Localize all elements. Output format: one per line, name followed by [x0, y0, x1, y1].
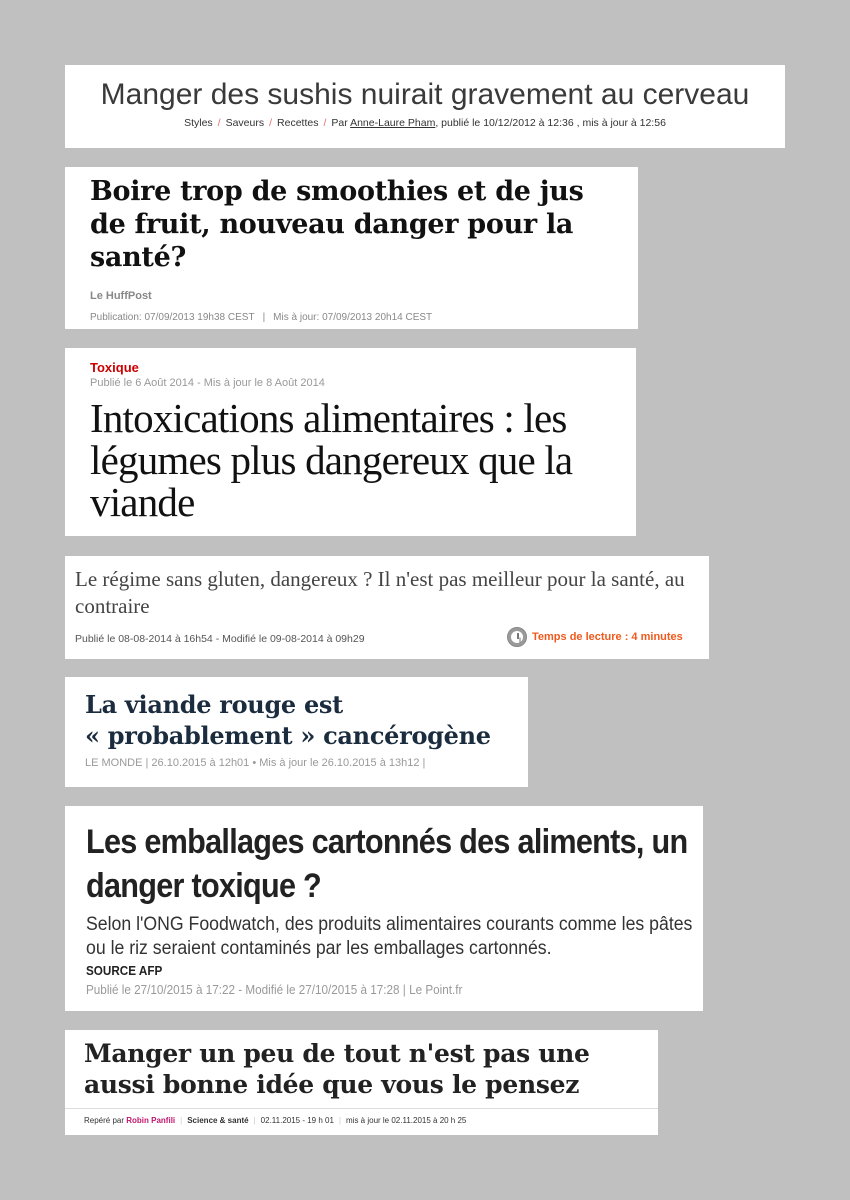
breadcrumb-separator: / [323, 117, 327, 129]
breadcrumb-separator: / [269, 117, 273, 129]
article-header-intoxications [65, 348, 636, 536]
meta-separator: | [338, 1116, 341, 1125]
article-header-emballages [65, 806, 703, 1011]
article-header-smoothies [65, 167, 638, 329]
author-link[interactable]: Anne-Laure Pham [350, 117, 436, 129]
breadcrumb-saveurs[interactable]: Saveurs [225, 117, 265, 129]
headline-line-1: La viande rouge est [85, 690, 343, 719]
meta-separator: | [262, 312, 266, 323]
article-meta: LE MONDE | 26.10.2015 à 12h01 • Mis à jour le 26.10.2015 à 13h12 | [85, 757, 426, 769]
article-summary: Selon l'ONG Foodwatch, des produits alimentaires courants comme les pâtes ou le riz seraient contaminés par les emballages cartonnés. [86, 914, 693, 959]
headline-line-2: aussi bonne idée que vous le pensez [84, 1070, 580, 1099]
publish-dates: Publié le 27/10/2015 à 17:22 - Modifié le 27/10/2015 à 17:28 | Le Point.fr [86, 982, 463, 997]
article-meta [65, 1108, 658, 1125]
headline[interactable] [85, 689, 508, 751]
reading-time-label: Temps de lecture : 4 minutes [532, 631, 683, 643]
update-date: Mis à jour: 07/09/2013 20h14 CEST [273, 312, 433, 323]
section-link[interactable]: Science & santé [187, 1116, 249, 1125]
headline[interactable]: Le régime sans gluten, dangereux ? Il n'est pas meilleur pour la santé, au contraire [75, 567, 685, 618]
reading-time [507, 627, 683, 647]
source-label: SOURCE AFP [86, 963, 163, 978]
section-kicker[interactable]: Toxique [90, 360, 139, 375]
headline-line-2: « probablement » cancérogène [85, 721, 491, 750]
breadcrumb-separator: / [217, 117, 221, 129]
meta-separator: | [180, 1116, 183, 1125]
publish-date: Publication: 07/09/2013 19h38 CEST [90, 312, 255, 323]
by-prefix: Par [331, 117, 351, 129]
headline[interactable]: Intoxications alimentaires : les légumes plus dangereux que la viande [90, 395, 573, 525]
author-link[interactable]: Robin Panfili [126, 1116, 176, 1125]
publish-dates: Publié le 6 Août 2014 - Mis à jour le 8 Août 2014 [90, 377, 325, 389]
article-header-manger-de-tout [65, 1030, 658, 1135]
update-date: mis à jour le 02.11.2015 à 20 h 25 [346, 1116, 467, 1125]
headline[interactable] [84, 1038, 639, 1100]
headline[interactable]: Boire trop de smoothies et de jus de fruit, nouveau danger pour la santé? [90, 176, 584, 273]
article-meta [65, 117, 785, 129]
article-header-gluten [65, 556, 709, 659]
meta-separator: | [253, 1116, 256, 1125]
breadcrumb-recettes[interactable]: Recettes [277, 117, 319, 129]
by-prefix: Repéré par [84, 1116, 127, 1125]
headline-line-1: Manger un peu de tout n'est pas une [84, 1039, 590, 1068]
article-meta [90, 312, 613, 323]
article-header-sushis [65, 65, 785, 148]
publish-date: 02.11.2015 - 19 h 01 [260, 1116, 334, 1125]
headline[interactable]: Les emballages cartonnés des aliments, un danger toxique ? [86, 823, 688, 905]
publish-dates: Publié le 08-08-2014 à 16h54 - Modifié le 09-08-2014 à 09h29 [75, 633, 365, 645]
article-header-viande-rouge [65, 677, 528, 787]
source-name: Le HuffPost [90, 290, 152, 302]
headline[interactable]: Manger des sushis nuirait gravement au cerveau [100, 78, 750, 111]
breadcrumb-styles[interactable]: Styles [184, 117, 213, 129]
publish-dates: , publié le 10/12/2012 à 12:36 , mis à jour à 12:56 [435, 117, 666, 129]
clock-icon [507, 627, 527, 647]
